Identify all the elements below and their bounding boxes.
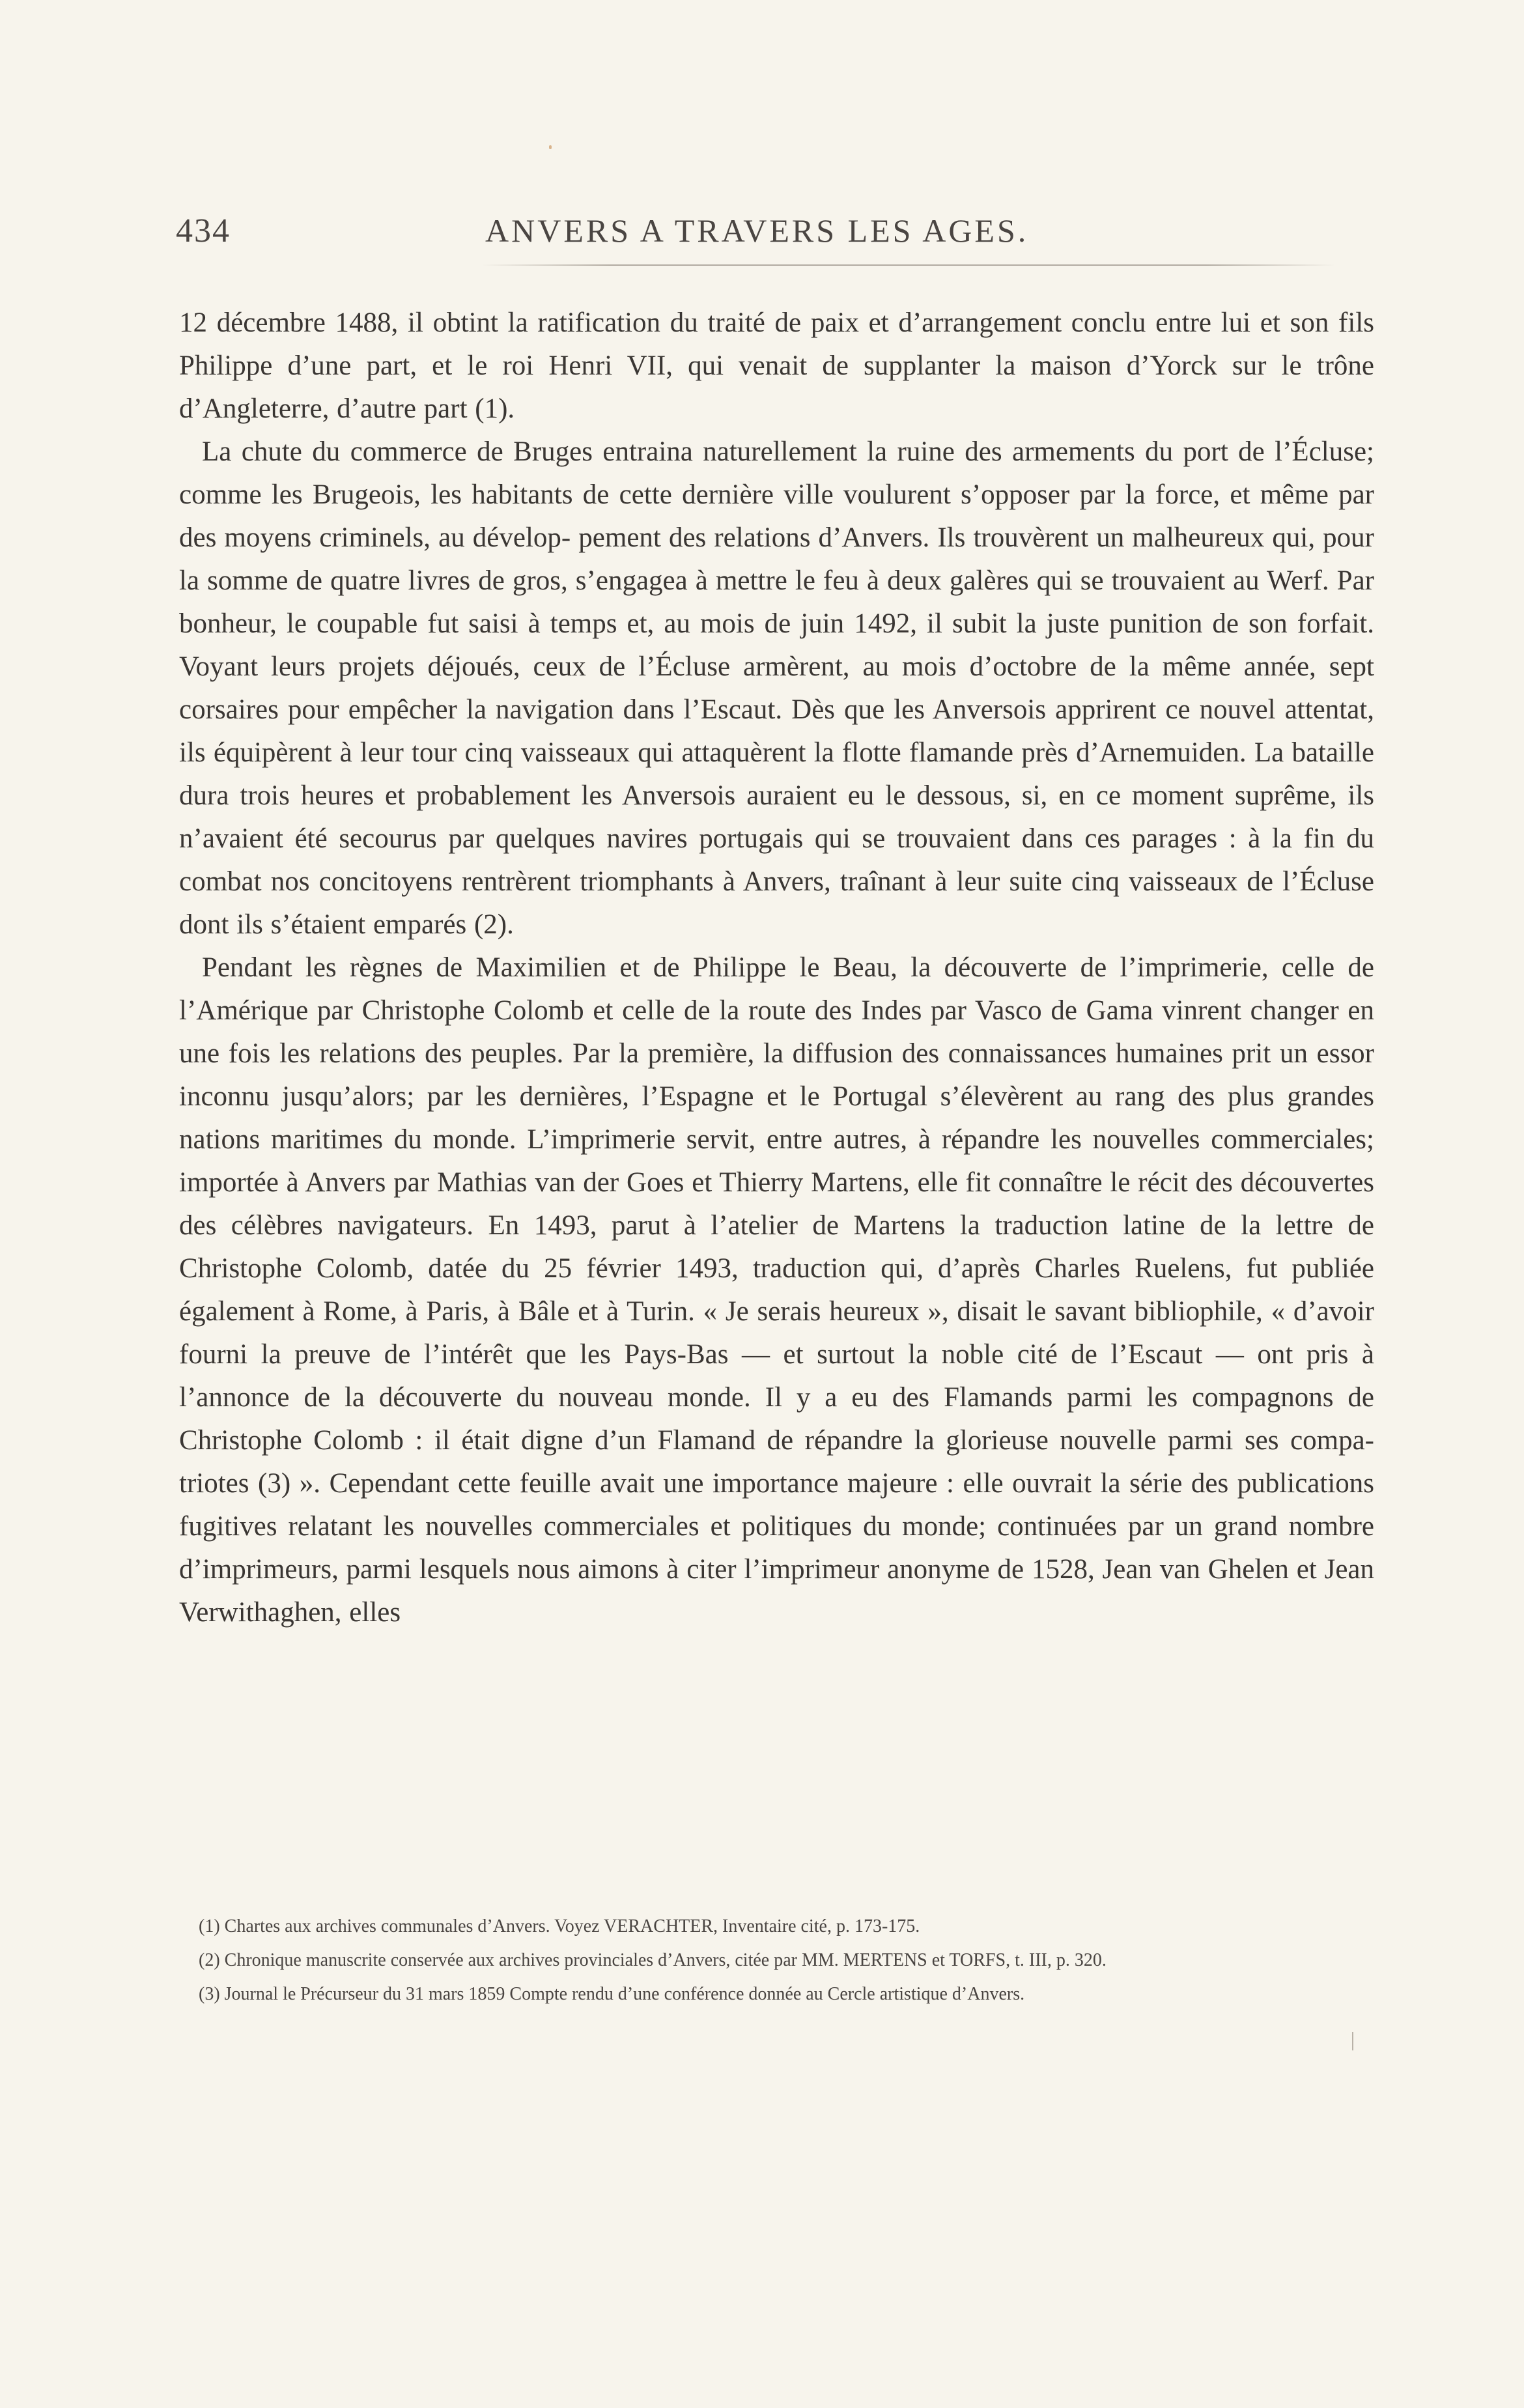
page-header bbox=[176, 212, 1332, 257]
footnote-3: (3) Journal le Précurseur du 31 mars 1859 Compte rendu d’une conférence donnée au Cercle artistique d’Anvers. bbox=[199, 1984, 1025, 2004]
paragraph-3: Pendant les règnes de Maximilien et de Philippe le Beau, la découverte de l’imprimerie, celle de l’Amérique par Christophe Colomb et celle de la route des Indes par Vasco de Gama vinrent changer en une fois les relations des peuples. Par la première, la diffusion des connaissances humaines prit un essor inconnu jusqu’alors; par les dernières, l’Espagne et le Portugal s’élevèrent au rang des plus grandes nations maritimes du monde. L’imprimerie servit, entre autres, à répandre les nouvelles commerciales; importée à Anvers par Mathias van der Goes et Thierry Martens, elle fit connaître le récit des découvertes des célèbres navigateurs. En 1493, parut à l’atelier de Martens la traduction latine de la lettre de Christophe Colomb, datée du 25 février 1493, traduction qui, d’après Charles Ruelens, fut publiée également à Rome, à Paris, à Bâle et à Turin. « Je serais heureux », disait le savant bibliophile, « d’avoir fourni la preuve de l’intérêt que les Pays-Bas — et surtout la noble cité de l’Escaut — ont pris à l’annonce de la découverte du nouveau monde. Il y a eu des Flamands parmi les compagnons de Christophe Colomb : il était digne d’un Flamand de répandre la glorieuse nouvelle parmi ses compa- triotes (3) ». Cependant cette feuille avait une importance majeure : elle ouvrait la série des publications fugitives relatant les nouvelles commerciales et politiques du monde; continuées par un grand nombre d’imprimeurs, parmi lesquels nous aimons à citer l’imprimeur anonyme de 1528, Jean van Ghelen et Jean Verwithaghen, elles bbox=[179, 952, 1374, 1628]
paper-speck bbox=[549, 145, 552, 149]
page-number: 434 bbox=[176, 212, 231, 249]
running-title: ANVERS A TRAVERS LES AGES. bbox=[485, 212, 1029, 249]
body-text bbox=[179, 302, 1374, 1634]
footnotes bbox=[199, 1910, 1371, 2011]
header-rule bbox=[482, 264, 1335, 266]
paragraph-2: La chute du commerce de Bruges entraina naturellement la ruine des armements du port de l’Écluse; comme les Brugeois, les habitants de cette dernière ville voulurent s’opposer par la force, et même par des moyens criminels, au dévelop- pement des relations d’Anvers. Ils trouvèrent un malheureux qui, pour la somme de quatre livres de gros, s’engagea à mettre le feu à deux galères qui se trouvaient au Werf. Par bonheur, le coupable fut saisi à temps et, au mois de juin 1492, il subit la juste punition de son forfait. Voyant leurs projets déjoués, ceux de l’Écluse armèrent, au mois d’octobre de la même année, sept corsaires pour empêcher la navigation dans l’Escaut. Dès que les Anversois apprirent ce nouvel attentat, ils équipèrent à leur tour cinq vaisseaux qui attaquèrent la flotte flamande près d’Arnemuiden. La bataille dura trois heures et probablement les Anversois auraient eu le dessous, si, en ce moment suprême, ils n’avaient été secourus par quelques navires portugais qui se trouvaient dans ces parages : à la fin du combat nos concitoyens rentrèrent triomphants à Anvers, traînant à leur suite cinq vaisseaux de l’Écluse dont ils s’étaient emparés (2). bbox=[179, 436, 1374, 940]
edge-mark bbox=[1352, 2032, 1353, 2050]
footnote-1: (1) Chartes aux archives communales d’Anvers. Voyez VERACHTER, Inventaire cité, p. 173-175. bbox=[199, 1916, 920, 1936]
paragraph-1: 12 décembre 1488, il obtint la ratification du traité de paix et d’arrangement conclu entre lui et son fils Philippe d’une part, et le roi Henri VII, qui venait de supplanter la maison d’Yorck sur le trône d’Angleterre, d’autre part (1). bbox=[179, 307, 1374, 424]
footnote-2: (2) Chronique manuscrite conservée aux archives provinciales d’Anvers, citée par MM. MERTENS et TORFS, t. III, p. 320. bbox=[199, 1950, 1107, 1970]
